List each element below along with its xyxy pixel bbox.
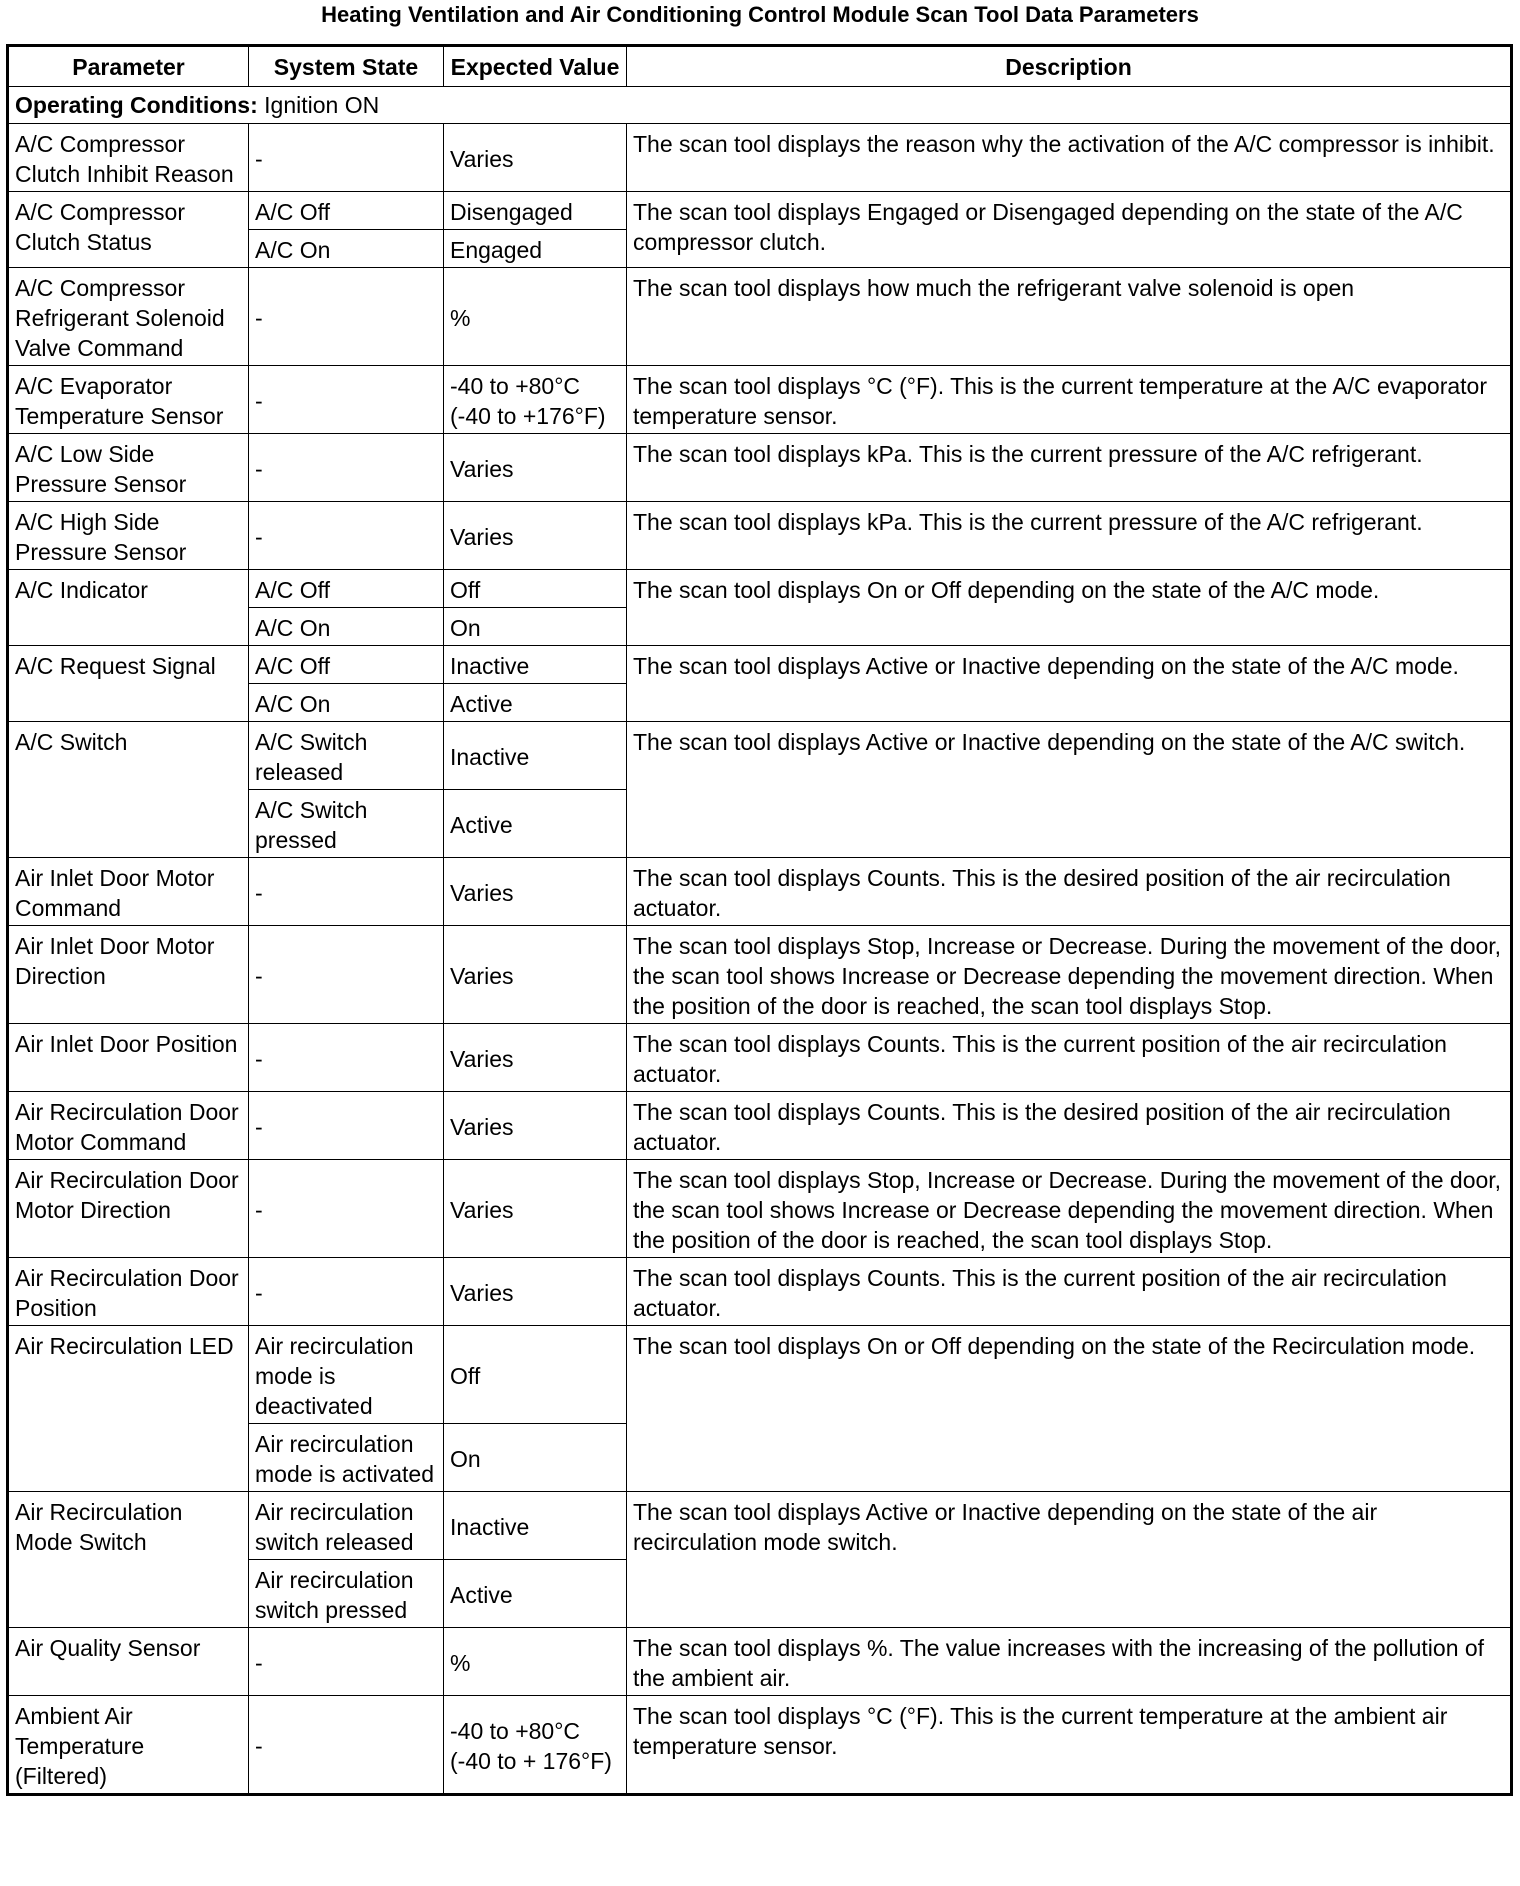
expected-value-cell: Inactive bbox=[444, 722, 627, 790]
parameter-cell: Air Recirculation Mode Switch bbox=[8, 1492, 249, 1628]
system-state-cell: - bbox=[249, 1628, 444, 1696]
expected-value-cell: Off bbox=[444, 570, 627, 608]
table-row bbox=[8, 124, 1512, 192]
description-cell: The scan tool displays Counts. This is the current position of the air recirculation actuator. bbox=[627, 1024, 1512, 1092]
description-cell: The scan tool displays Active or Inactive depending on the state of the A/C switch. bbox=[627, 722, 1512, 858]
parameter-cell: A/C Switch bbox=[8, 722, 249, 858]
expected-value-cell: Varies bbox=[444, 858, 627, 926]
scan-tool-data-table bbox=[6, 44, 1513, 1796]
expected-value-cell: Varies bbox=[444, 926, 627, 1024]
table-row bbox=[8, 1258, 1512, 1326]
description-cell: The scan tool displays On or Off depending on the state of the A/C mode. bbox=[627, 570, 1512, 646]
parameter-cell: A/C Compressor Clutch Status bbox=[8, 192, 249, 268]
expected-value-cell: Engaged bbox=[444, 230, 627, 268]
system-state-cell: - bbox=[249, 434, 444, 502]
description-cell: The scan tool displays how much the refrigerant valve solenoid is open bbox=[627, 268, 1512, 366]
table-header-row bbox=[8, 46, 1512, 87]
table-row bbox=[8, 1326, 1512, 1424]
table-row bbox=[8, 926, 1512, 1024]
system-state-cell: - bbox=[249, 1696, 444, 1795]
system-state-cell: - bbox=[249, 926, 444, 1024]
expected-value-cell: Varies bbox=[444, 434, 627, 502]
description-cell: The scan tool displays Counts. This is the desired position of the air recirculation actuator. bbox=[627, 858, 1512, 926]
system-state-cell: - bbox=[249, 1160, 444, 1258]
parameter-cell: Air Recirculation Door Position bbox=[8, 1258, 249, 1326]
system-state-cell: A/C On bbox=[249, 684, 444, 722]
expected-value-cell: Active bbox=[444, 1560, 627, 1628]
table-row bbox=[8, 1696, 1512, 1795]
table-row bbox=[8, 502, 1512, 570]
system-state-cell: A/C Off bbox=[249, 192, 444, 230]
system-state-cell: Air recirculation switch pressed bbox=[249, 1560, 444, 1628]
table-row bbox=[8, 1160, 1512, 1258]
system-state-cell: - bbox=[249, 1024, 444, 1092]
expected-value-cell: Active bbox=[444, 684, 627, 722]
description-cell: The scan tool displays Stop, Increase or Decrease. During the movement of the door, the scan tool shows Increase or Decrease depending the movement direction. When the position of the door is reached, the scan tool displays Stop. bbox=[627, 1160, 1512, 1258]
header-parameter: Parameter bbox=[8, 46, 249, 87]
system-state-cell: A/C Switch pressed bbox=[249, 790, 444, 858]
description-cell: The scan tool displays Active or Inactive depending on the state of the A/C mode. bbox=[627, 646, 1512, 722]
parameter-cell: Air Recirculation Door Motor Command bbox=[8, 1092, 249, 1160]
system-state-cell: - bbox=[249, 124, 444, 192]
parameter-cell: A/C Compressor Refrigerant Solenoid Valve Command bbox=[8, 268, 249, 366]
parameter-cell: A/C Request Signal bbox=[8, 646, 249, 722]
description-cell: The scan tool displays Engaged or Disengaged depending on the state of the A/C compressor clutch. bbox=[627, 192, 1512, 268]
table-row bbox=[8, 268, 1512, 366]
parameter-cell: A/C Indicator bbox=[8, 570, 249, 646]
system-state-cell: - bbox=[249, 268, 444, 366]
description-cell: The scan tool displays °C (°F). This is the current temperature at the ambient air temperature sensor. bbox=[627, 1696, 1512, 1795]
description-cell: The scan tool displays %. The value increases with the increasing of the pollution of the ambient air. bbox=[627, 1628, 1512, 1696]
system-state-cell: - bbox=[249, 1092, 444, 1160]
table-row bbox=[8, 192, 1512, 230]
expected-value-cell: Varies bbox=[444, 1092, 627, 1160]
page-title: Heating Ventilation and Air Conditioning Control Module Scan Tool Data Parameters bbox=[321, 2, 1199, 27]
parameter-cell: Air Recirculation LED bbox=[8, 1326, 249, 1492]
expected-value-cell: Varies bbox=[444, 502, 627, 570]
description-cell: The scan tool displays Stop, Increase or Decrease. During the movement of the door, the scan tool shows Increase or Decrease depending the movement direction. When the position of the door is reached, the scan tool displays Stop. bbox=[627, 926, 1512, 1024]
system-state-cell: Air recirculation switch released bbox=[249, 1492, 444, 1560]
system-state-cell: - bbox=[249, 366, 444, 434]
expected-value-cell: -40 to +80°C (-40 to + 176°F) bbox=[444, 1696, 627, 1795]
parameter-cell: Air Inlet Door Position bbox=[8, 1024, 249, 1092]
parameter-cell: Air Recirculation Door Motor Direction bbox=[8, 1160, 249, 1258]
table-row bbox=[8, 1092, 1512, 1160]
system-state-cell: A/C Off bbox=[249, 646, 444, 684]
expected-value-cell: Inactive bbox=[444, 1492, 627, 1560]
description-cell: The scan tool displays On or Off depending on the state of the Recirculation mode. bbox=[627, 1326, 1512, 1492]
table-row bbox=[8, 646, 1512, 684]
expected-value-cell: Disengaged bbox=[444, 192, 627, 230]
system-state-cell: A/C On bbox=[249, 608, 444, 646]
description-cell: The scan tool displays Counts. This is the current position of the air recirculation actuator. bbox=[627, 1258, 1512, 1326]
parameter-cell: Air Inlet Door Motor Command bbox=[8, 858, 249, 926]
expected-value-cell: Varies bbox=[444, 124, 627, 192]
system-state-cell: - bbox=[249, 502, 444, 570]
expected-value-cell: On bbox=[444, 608, 627, 646]
table-row bbox=[8, 1024, 1512, 1092]
expected-value-cell: On bbox=[444, 1424, 627, 1492]
system-state-cell: - bbox=[249, 858, 444, 926]
description-cell: The scan tool displays Active or Inactive depending on the state of the air recirculation mode switch. bbox=[627, 1492, 1512, 1628]
table-row bbox=[8, 858, 1512, 926]
parameter-cell: A/C High Side Pressure Sensor bbox=[8, 502, 249, 570]
parameter-cell: A/C Low Side Pressure Sensor bbox=[8, 434, 249, 502]
operating-conditions-value: Ignition ON bbox=[257, 92, 380, 118]
expected-value-cell: Varies bbox=[444, 1160, 627, 1258]
description-cell: The scan tool displays Counts. This is the desired position of the air recirculation actuator. bbox=[627, 1092, 1512, 1160]
description-cell: The scan tool displays the reason why the activation of the A/C compressor is inhibit. bbox=[627, 124, 1512, 192]
header-description: Description bbox=[627, 46, 1512, 87]
description-cell: The scan tool displays kPa. This is the current pressure of the A/C refrigerant. bbox=[627, 502, 1512, 570]
header-expected-value: Expected Value bbox=[444, 46, 627, 87]
parameter-cell: A/C Compressor Clutch Inhibit Reason bbox=[8, 124, 249, 192]
table-row bbox=[8, 366, 1512, 434]
table-row bbox=[8, 722, 1512, 790]
system-state-cell: A/C Switch released bbox=[249, 722, 444, 790]
header-system-state: System State bbox=[249, 46, 444, 87]
expected-value-cell: Varies bbox=[444, 1258, 627, 1326]
expected-value-cell: % bbox=[444, 268, 627, 366]
description-cell: The scan tool displays kPa. This is the current pressure of the A/C refrigerant. bbox=[627, 434, 1512, 502]
operating-conditions-cell bbox=[8, 87, 1512, 124]
expected-value-cell: Inactive bbox=[444, 646, 627, 684]
expected-value-cell: Varies bbox=[444, 1024, 627, 1092]
table-body bbox=[8, 87, 1512, 1795]
table-row bbox=[8, 570, 1512, 608]
table-row bbox=[8, 1628, 1512, 1696]
system-state-cell: Air recirculation mode is deactivated bbox=[249, 1326, 444, 1424]
system-state-cell: A/C On bbox=[249, 230, 444, 268]
expected-value-cell: % bbox=[444, 1628, 627, 1696]
operating-conditions-row bbox=[8, 87, 1512, 124]
table-row bbox=[8, 1492, 1512, 1560]
expected-value-cell: -40 to +80°C (-40 to +176°F) bbox=[444, 366, 627, 434]
operating-conditions-label: Operating Conditions: bbox=[15, 92, 258, 118]
expected-value-cell: Off bbox=[444, 1326, 627, 1424]
parameter-cell: Air Quality Sensor bbox=[8, 1628, 249, 1696]
table-row bbox=[8, 434, 1512, 502]
system-state-cell: Air recirculation mode is activated bbox=[249, 1424, 444, 1492]
system-state-cell: A/C Off bbox=[249, 570, 444, 608]
parameter-cell: A/C Evaporator Temperature Sensor bbox=[8, 366, 249, 434]
parameter-cell: Air Inlet Door Motor Direction bbox=[8, 926, 249, 1024]
expected-value-cell: Active bbox=[444, 790, 627, 858]
description-cell: The scan tool displays °C (°F). This is the current temperature at the A/C evaporator temperature sensor. bbox=[627, 366, 1512, 434]
system-state-cell: - bbox=[249, 1258, 444, 1326]
parameter-cell: Ambient Air Temperature (Filtered) bbox=[8, 1696, 249, 1795]
